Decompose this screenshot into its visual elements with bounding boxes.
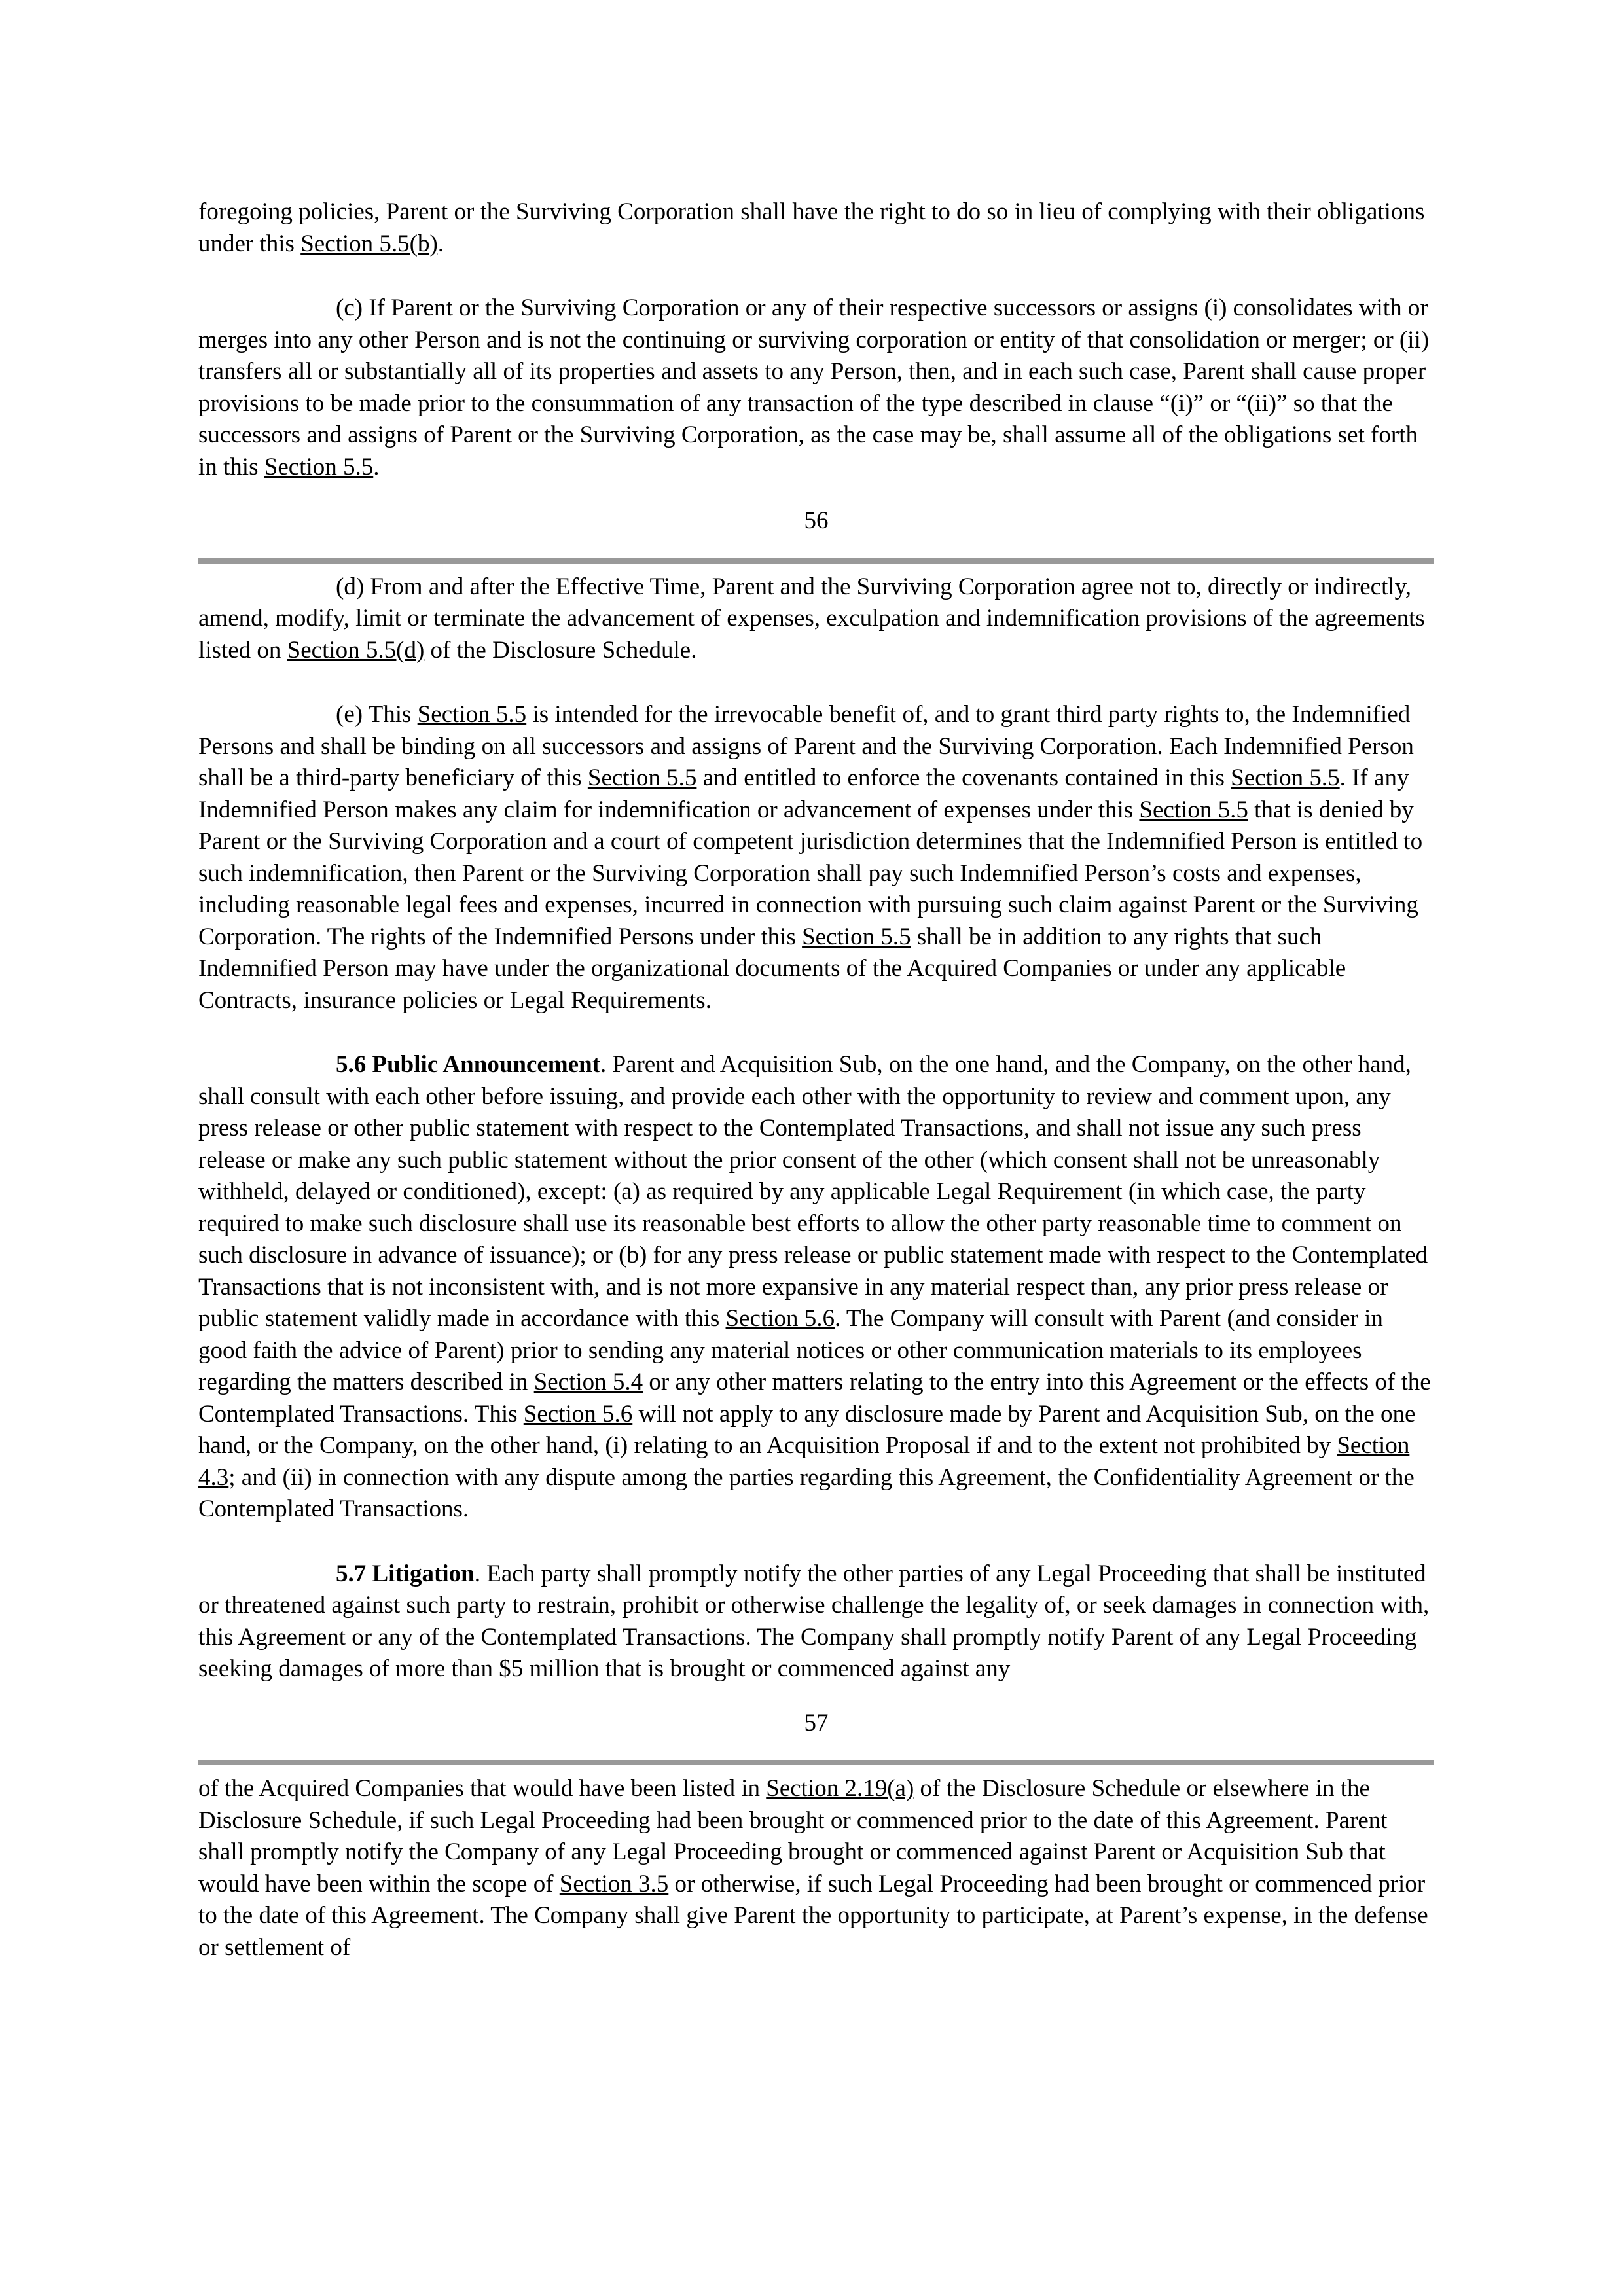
- section-reference: Section 4.3: [198, 1432, 1410, 1491]
- section-reference: Section 5.5(b): [300, 230, 438, 257]
- section-reference: Section 5.6: [523, 1400, 633, 1427]
- text: . Parent and Acquisition Sub, on the one hand, and the Company, on the other hand, shall consult with each other before issuing, and provide each other with the opportunity to review and comment upon, any press release or other public statement with respect to the Contemplated Transactions, and shall not issue any such press release or make any such public statement without the prior consent of the other (which consent shall not be unreasonably withheld, delayed or conditioned), except: (a) as required by any applicable Legal Requirement (in which case, the party required to make such disclosure shall use its reasonable best efforts to allow the other party reasonable time to comment on such disclosure in advance of issuance); or (b) for any press release or public statement made with respect to the Contemplated Transactions that is not inconsistent with, and is not more expansive in any material respect than, any prior press release or public statement validly made in accordance with this: [198, 1051, 1428, 1332]
- section-reference: Section 5.5: [1231, 764, 1340, 791]
- text: and entitled to enforce the covenants contained in this: [696, 764, 1231, 791]
- text: (d) From and after the Effective Time, Parent and the Surviving Corporation agree not to, directly or indirectly, amend, modify, limit or terminate the advancement of expenses, exculpation and indemnification provisions of the agreements listed on: [198, 573, 1425, 664]
- text: of the Disclosure Schedule or elsewhere in the Disclosure Schedule, if such Legal Proceeding had been brought or commenced prior to the date of this Agreement. Parent shall promptly notify the Company of any Legal Proceeding brought or commenced against Parent or Acquisition Sub that would have been within the scope of: [198, 1775, 1388, 1897]
- section-reference: Section 3.5: [559, 1870, 669, 1897]
- paragraph-5-5d: [198, 571, 1434, 667]
- section-reference: Section 5.5: [1139, 796, 1248, 823]
- paragraph-5-6-public-announcement: [198, 1049, 1434, 1526]
- page-divider: [198, 558, 1434, 564]
- page-number: 56: [804, 507, 829, 534]
- section-reference: Section 2.19(a): [766, 1775, 914, 1802]
- text: (c) If Parent or the Surviving Corporation or any of their respective successors or assigns (i) consolidates with or merges into any other Person and is not the continuing or surviving corporation or entity of that consolidation or merger; or (ii) transfers all or substantially all of its properties and assets to any Person, then, and in each such case, Parent shall cause proper provisions to be made prior to the consummation of any transaction of the type described in clause “(i)” or “(ii)” so that the successors and assigns of Parent or the Surviving Corporation, as the case may be, shall assume all of the obligations set forth in this: [198, 295, 1430, 480]
- text: of the Disclosure Schedule.: [424, 636, 697, 664]
- text: . If any Indemnified Person makes any claim for indemnification or advancement of expenses under this: [198, 764, 1409, 823]
- text: or any other matters relating to the entry into this Agreement or the effects of the Contemplated Transactions. This: [198, 1369, 1431, 1427]
- text: will not apply to any disclosure made by Parent and Acquisition Sub, on the one hand, or the Company, on the other hand, (i) relating to an Acquisition Proposal if and to the extent not prohibited by: [198, 1400, 1416, 1459]
- text: foregoing policies, Parent or the Surviving Corporation shall have the right to do so in lieu of complying with their obligations under this: [198, 198, 1425, 257]
- paragraph-5-5e: [198, 699, 1434, 1016]
- text: ; and (ii) in connection with any dispute among the parties regarding this Agreement, the Confidentiality Agreement or the Contemplated Transactions.: [198, 1463, 1415, 1522]
- section-reference: Section 5.4: [533, 1369, 643, 1395]
- text: shall be in addition to any rights that such Indemnified Person may have under the organizational documents of the Acquired Companies or under any applicable Contracts, insurance policies or Legal Requirements.: [198, 923, 1346, 1014]
- section-reference: Section 5.5: [587, 764, 697, 791]
- document-page: [198, 196, 1434, 1964]
- section-reference: Section 5.6: [725, 1305, 835, 1332]
- section-reference: Section 5.5(d): [287, 636, 425, 664]
- section-reference: Section 5.5: [417, 701, 527, 728]
- paragraph-continuation-5-5b: [198, 196, 1434, 260]
- text: that is denied by Parent or the Surviving Corporation and a court of competent jurisdiction determines that the Indemnified Person is entitled to such indemnification, then Parent or the Surviving Corporation shall pay such Indemnified Person’s costs and expenses, including reasonable legal fees and expenses, incurred in connection with pursuing such claim against Parent or the Surviving Corporation. The rights of the Indemnified Persons under this: [198, 796, 1423, 950]
- text: . Each party shall promptly notify the other parties of any Legal Proceeding that shall be instituted or threatened against such party to restrain, prohibit or otherwise challenge the legality of, or seek damages in connection with, this Agreement or any of the Contemplated Transactions. The Company shall promptly notify Parent of any Legal Proceeding seeking damages of more than $5 million that is brought or commenced against any: [198, 1560, 1430, 1682]
- section-reference: Section 5.5: [802, 923, 911, 950]
- page-divider: [198, 1760, 1434, 1765]
- text: of the Acquired Companies that would have been listed in: [198, 1775, 767, 1802]
- text: .: [373, 453, 380, 480]
- paragraph-5-5c: [198, 293, 1434, 483]
- paragraph-5-7-litigation: [198, 1558, 1434, 1685]
- text: is intended for the irrevocable benefit of, and to grant third party rights to, the Indemnified Persons and shall be binding on all successors and assigns of Parent and the Surviving Corporation. Each Indemnified Person shall be a third-party beneficiary of this: [198, 701, 1414, 791]
- text: .: [437, 230, 444, 257]
- paragraph-continuation-5-7: [198, 1773, 1434, 1964]
- section-heading: 5.6 Public Announcement: [336, 1051, 600, 1078]
- section-reference: Section 5.5: [264, 453, 374, 480]
- section-heading: 5.7 Litigation: [336, 1560, 475, 1587]
- text: (e) This: [336, 701, 418, 728]
- page-number: 57: [804, 1709, 829, 1736]
- text: or otherwise, if such Legal Proceeding had been brought or commenced prior to the date of this Agreement. The Company shall give Parent the opportunity to participate, at Parent’s expense, in the defense or settlement of: [198, 1870, 1428, 1961]
- text: . The Company will consult with Parent (and consider in good faith the advice of Parent) prior to sending any material notices or other communication materials to its employees regarding the matters described in: [198, 1305, 1383, 1395]
